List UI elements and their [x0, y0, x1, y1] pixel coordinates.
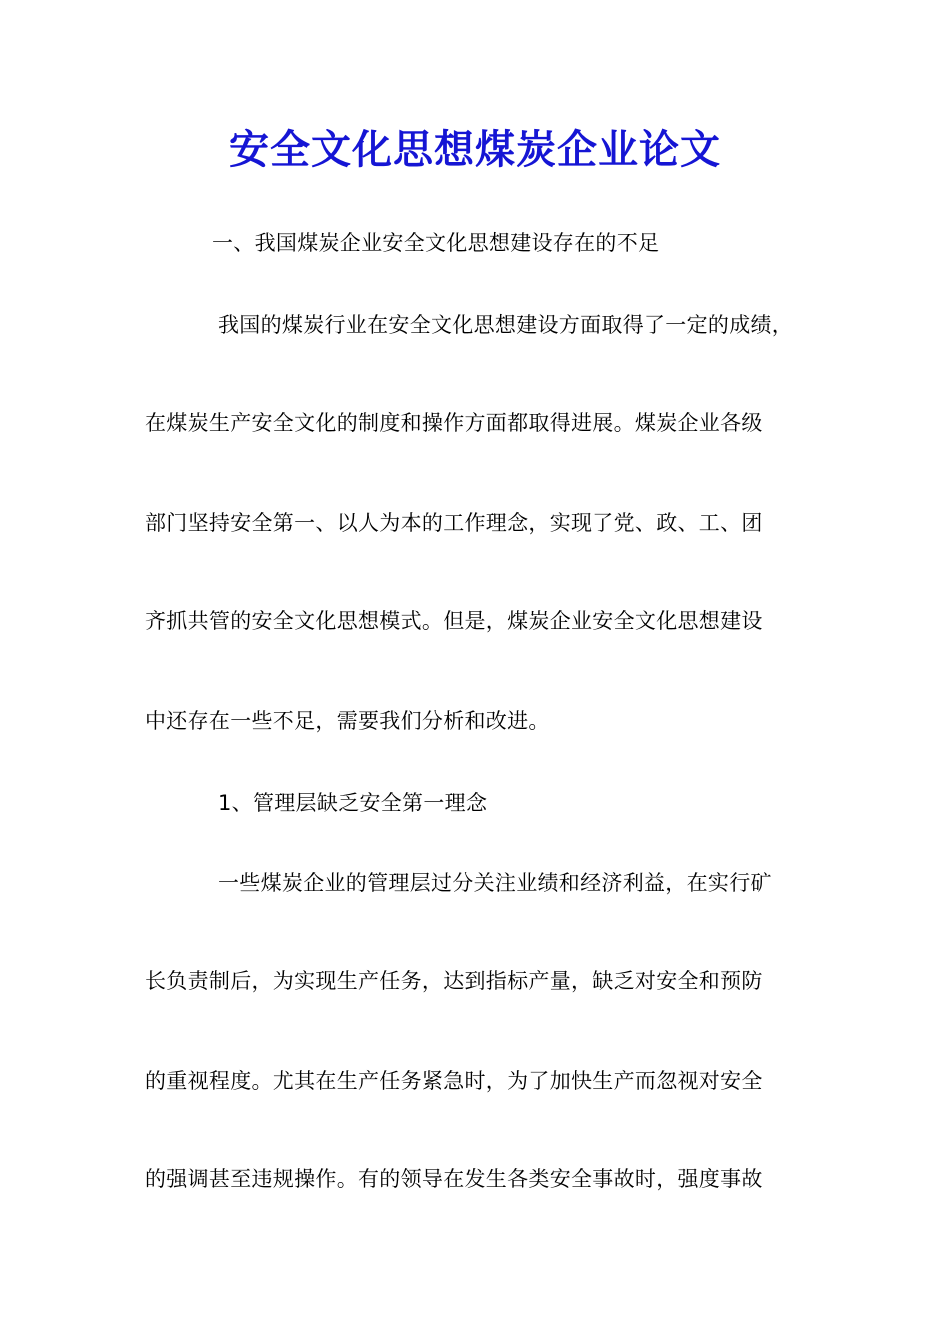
paragraph-line: 齐抓共管的安全文化思想模式。但是，煤炭企业安全文化思想建设 [145, 609, 763, 633]
paragraph-line: 中还存在一些不足，需要我们分析和改进。 [145, 709, 550, 733]
paragraph-line: 部门坚持安全第一、以人为本的工作理念，实现了党、政、工、团 [145, 511, 763, 535]
paragraph-line: 的重视程度。尤其在生产任务紧急时，为了加快生产而忽视对安全 [145, 1069, 763, 1093]
paragraph-line: 长负责制后，为实现生产任务，达到指标产量，缺乏对安全和预防 [145, 969, 763, 993]
paragraph-line: 一些煤炭企业的管理层过分关注业绩和经济利益，在实行矿 [218, 871, 772, 895]
document-title: 安全文化思想煤炭企业论文 [229, 126, 721, 173]
paragraph-line: 我国的煤炭行业在安全文化思想建设方面取得了一定的成绩， [218, 313, 794, 337]
paragraph-line: 在煤炭生产安全文化的制度和操作方面都取得进展。煤炭企业各级 [145, 411, 763, 435]
subsection-heading: 1、管理层缺乏安全第一理念 [218, 791, 488, 815]
section-heading: 一、我国煤炭企业安全文化思想建设存在的不足 [212, 231, 660, 255]
paragraph-line: 的强调甚至违规操作。有的领导在发生各类安全事故时，强度事故 [145, 1167, 763, 1191]
